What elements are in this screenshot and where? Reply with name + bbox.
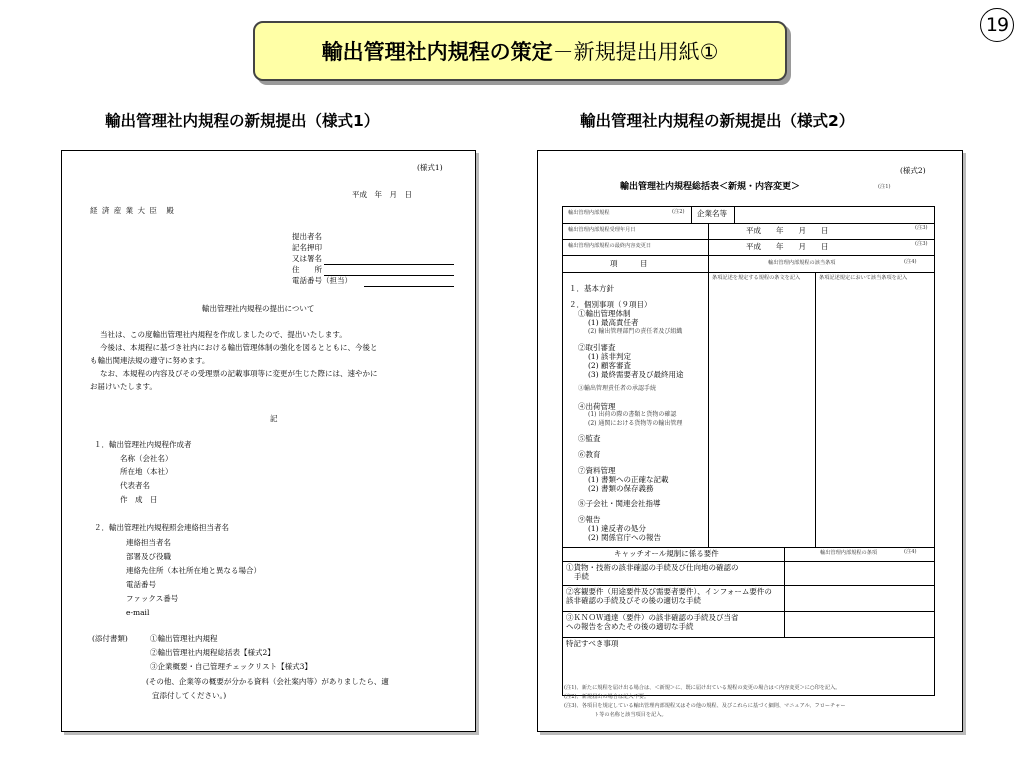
form1-section2-item: 電話番号: [126, 580, 156, 589]
form1-section2-item: 部署及び役職: [126, 552, 171, 561]
form1-body-line: なお、本規程の内容及びその受理票の記載事項等に変更が生じた際には、速やかに: [100, 369, 378, 378]
form1-section1-item: 代表者名: [120, 481, 150, 490]
form2-catch-row: 該非確認の手続及びその後の適切な手続: [566, 596, 701, 605]
form2-head-item: 項 目: [610, 259, 648, 268]
form1-submitter-seal: 記名押印: [292, 243, 322, 252]
form2-catch-row: 手続: [574, 572, 589, 581]
form2-item: (2) 書類の保存義務: [588, 484, 654, 493]
form2-item: ⑨報告: [578, 515, 601, 524]
slide-title-sub: －新規提出用紙①: [552, 40, 719, 64]
form2-row1-label: 輸出管理内部規程: [568, 210, 610, 216]
form2-subhead-a: 条項記述を規定する規程の条文を記入: [712, 275, 801, 281]
form1-attachment: ③企業概要・自己管理チェックリスト【様式3】: [150, 662, 312, 671]
slide-title-box: [253, 21, 787, 81]
form2-item: (2) 通関における貨物等の輸出管理: [588, 420, 683, 427]
form1-attach-label: (添付書類): [92, 634, 128, 643]
form2-item: (2) 関係官庁への報告: [588, 533, 662, 542]
form2-item: ２．個別事項（９項目）: [569, 300, 652, 309]
form2-item: (1) 出荷の際の書類と貨物の確認: [588, 411, 677, 418]
form2-item: １．基本方針: [569, 284, 614, 293]
form1-section2-item: 連絡先住所（本社所在地と異なる場合）: [126, 566, 261, 575]
form1-submitter-sign: 又は署名: [292, 254, 322, 263]
form1-section1-item: 作 成 日: [120, 495, 158, 504]
form2-note: (注1)、新たに規程を届け出る場合は、＜新規＞に、既に届け出ている規程の変更の場合は＜内容変更＞に○印を記入。: [564, 685, 841, 691]
form2-catch-row: ③ＫＮＯＷ通達（要件）の該非確認の手続及び当省: [566, 613, 739, 622]
form2-item: ⑦資料管理: [578, 466, 616, 475]
form1-submitter-phone: 電話番号（担当）: [292, 276, 352, 285]
form1-attachment: 宜添付してください。): [152, 691, 227, 700]
form2-title-note: (注1): [878, 184, 891, 190]
form2-item: ①輸出管理体制: [578, 309, 631, 318]
form1-body-line: お届けいたします。: [90, 382, 157, 391]
form2-special: 特記すべき事項: [566, 639, 619, 648]
form2-note: ト等の名称と該当項目を記入。: [594, 712, 667, 718]
form2-company-label: 企業名等: [697, 209, 727, 218]
form2-subhead-b: 条項記述規定において該当条項を記入: [819, 275, 908, 281]
form2-catch-head-note: (注4): [904, 549, 917, 555]
form1-section1-item: 所在地（本社）: [120, 467, 173, 476]
form2-row1-note: (注2): [672, 209, 685, 215]
form2-row2-note: (注3): [915, 225, 928, 231]
form2-row2-date: 平成 年 月 日: [746, 226, 829, 235]
form1-section2-item: 連絡担当者名: [126, 538, 171, 547]
form2-item: (2) 輸出管理部門の責任者及び組織: [588, 328, 683, 335]
form2-head-right: 輸出管理内部規程の該当条項: [768, 260, 836, 266]
form1-section1-title: １．輸出管理社内規程作成者: [94, 440, 192, 449]
form1-body-line: 今後は、本規程に基づき社内における輸出管理体制の強化を図るとともに、今後と: [100, 343, 378, 352]
form2-catch-head-right: 輸出管理内部規程の条項: [820, 550, 878, 556]
form2-note: (注2)、新規届出の場合は記入不要。: [564, 694, 650, 700]
form2-number: (様式2): [900, 166, 926, 175]
form1-ki: 記: [270, 414, 278, 423]
form1-document: [61, 150, 476, 732]
form1-date: 平成 年 月 日: [352, 190, 412, 199]
form2-catch-row: への報告を含めたその後の適切な手続: [566, 622, 694, 631]
form2-item: (1) 違反者の処分: [588, 524, 647, 533]
form1-section2-item: ファックス番号: [126, 594, 179, 603]
form2-item: ②取引審査: [578, 343, 616, 352]
left-form-heading: 輸出管理社内規程の新規提出（様式1）: [105, 112, 380, 130]
form2-row3-note: (注3): [915, 241, 928, 247]
form2-item: ⑤監査: [578, 434, 601, 443]
right-form-heading: 輸出管理社内規程の新規提出（様式2）: [580, 112, 855, 130]
form2-note: (注3)、各項目を規定している輸出管理内部規程又はその他の規程、及びこれらに基づく細則、マニュアル、フローチャー: [564, 703, 846, 709]
form1-attachment: ②輸出管理社内規程総括表【様式2】: [150, 648, 275, 657]
form1-addressee: 経 済 産 業 大 臣 殿: [90, 206, 175, 215]
form2-row3-label: 輸出管理内部規程の最終内容変更日: [568, 243, 652, 249]
form2-document: [537, 150, 963, 732]
form1-body-line: 当社は、この度輸出管理社内規程を作成しましたので、提出いたします。: [100, 330, 347, 339]
form2-row2-label: 輸出管理内部規程受理年月日: [568, 227, 636, 233]
form2-item: (3) 最終需要者及び最終用途: [588, 370, 684, 379]
form1-section2-title: ２．輸出管理社内規程照会連絡担当者名: [94, 523, 229, 532]
form1-submitter-address: 住 所: [292, 265, 322, 274]
form2-catch-head: キャッチオール規制に係る要件: [614, 549, 719, 558]
form1-body-line: も輸出関連法規の遵守に努めます。: [90, 356, 210, 365]
form1-section2-item: e-mail: [126, 608, 150, 617]
form2-item: ⑧子会社・関連会社指導: [578, 499, 661, 508]
form2-item: ④出荷管理: [578, 402, 616, 411]
form1-section1-item: 名称（会社名）: [120, 454, 173, 463]
form1-attachment: (その他、企業等の概要が分かる資料（会社案内等）がありましたら、適: [146, 677, 389, 686]
form2-catch-row: ②客観要件（用途要件及び需要者要件）、インフォーム要件の: [566, 587, 772, 596]
form2-item: (1) 書類への正確な記載: [588, 475, 669, 484]
form2-head-right-note: (注4): [904, 259, 917, 265]
form2-item: (1) 最高責任者: [588, 318, 639, 327]
form2-title: 輸出管理社内規程総括表＜新規・内容変更＞: [620, 182, 801, 192]
form2-item: (1) 該非判定: [588, 352, 632, 361]
slide-number-badge: 19: [980, 8, 1014, 42]
form1-number: (様式1): [417, 163, 443, 172]
form2-catch-row: ①貨物・技術の該非確認の手続及び仕向地の確認の: [566, 563, 739, 572]
form1-subject: 輸出管理社内規程の提出について: [202, 304, 315, 313]
form2-item: ③輸出管理責任者の承認手続: [578, 385, 657, 392]
form1-submitter-name: 提出者名: [292, 232, 322, 241]
form2-item: ⑥教育: [578, 450, 601, 459]
form1-attachment: ①輸出管理社内規程: [150, 634, 218, 643]
form2-row3-date: 平成 年 月 日: [746, 242, 829, 251]
form2-item: (2) 顧客審査: [588, 361, 632, 370]
slide-title-main: 輸出管理社内規程の策定: [321, 40, 553, 64]
